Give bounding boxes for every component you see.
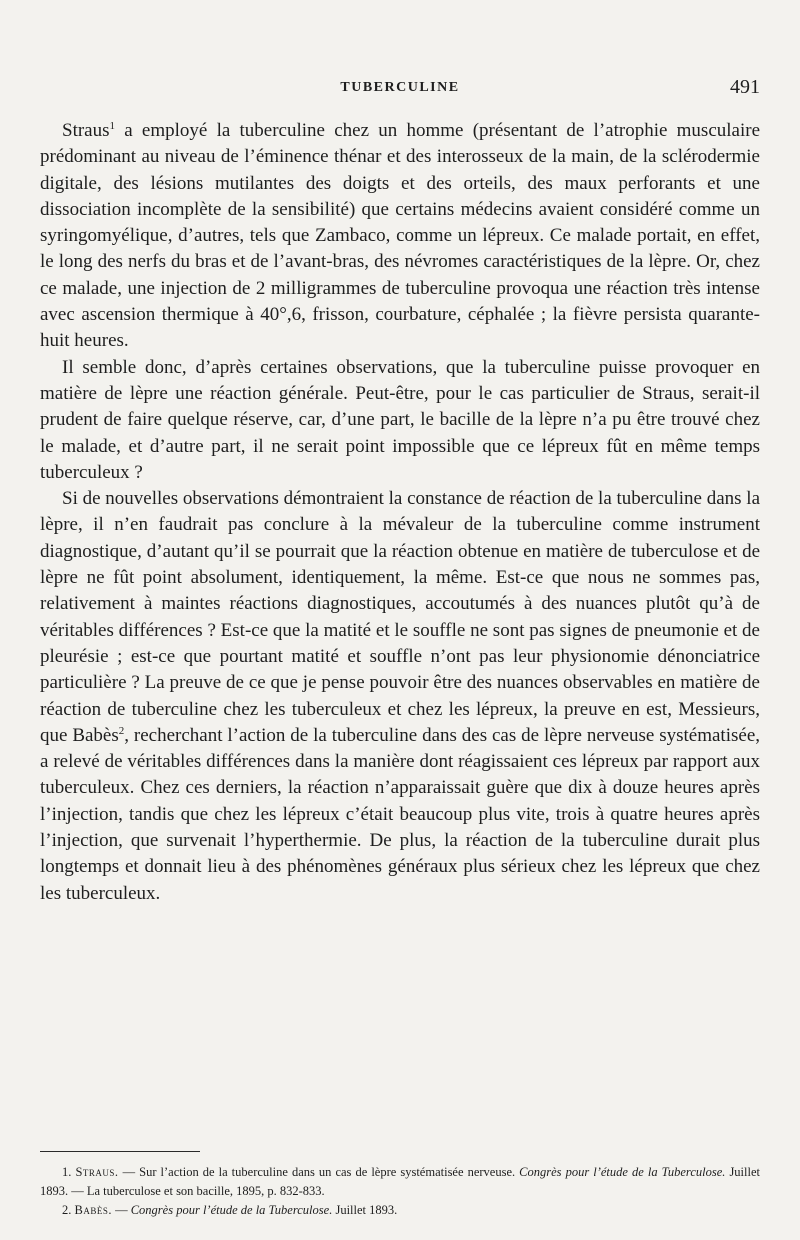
footnote-2-title: Congrès pour l’étude de la Tuberculose.	[130, 1203, 333, 1217]
footnote-1	[40, 1163, 760, 1201]
running-title: TUBERCULINE	[340, 80, 460, 95]
footnote-1-number: 1.	[62, 1165, 72, 1179]
paragraph-3	[40, 486, 760, 907]
footnote-2-author: Babès.	[74, 1203, 112, 1217]
footnote-1-text: — Sur l’action de la tuberculine dans un cas de lèpre systématisée nerveuse.	[118, 1165, 520, 1179]
running-head	[40, 76, 760, 102]
footnotes	[40, 1163, 760, 1220]
footnote-2-text: —	[111, 1203, 131, 1217]
book-page	[40, 0, 760, 1240]
footnote-1-tail: Juillet 1893. — La tuberculose et son bacille, 1895, p. 832-833.	[40, 1165, 760, 1198]
footnote-2-tail: Juillet 1893.	[332, 1203, 398, 1217]
footnote-rule	[40, 1151, 200, 1152]
footnote-ref-2: 2	[118, 724, 125, 737]
paragraph-3-text: Si de nouvelles observations démontraient la constance de réaction de la tuberculine dans la lèpre, il n’en faudrait pas conclure à la mévaleur de la tuberculine comme instrument diagnostique, d’autant qu’il se pourrait que la réaction obtenue en matière de tuberculose et de lèpre ne fût point absolument, identiquement, la même. Est-ce que nous ne sommes pas, relativement à maintes réactions diagnostiques, accoutumés à des nuances plutôt qu’à de véritables différences ? Est-ce que la matité et le souffle ne sont pas signes de pneumonie et de pleurésie ; est-ce que pourtant matité et souffle n’ont pas leur physionomie dénonciatrice particulière ? La preuve de ce que je pense pouvoir être des nuances observables en matière de réaction de tuberculine chez les tuberculeux et chez les lépreux, la preuve en est, Messieurs, que Babès	[40, 488, 761, 746]
footnote-2-number: 2.	[62, 1203, 72, 1217]
paragraph-1	[40, 118, 760, 355]
footnote-2	[40, 1201, 760, 1220]
footnote-1-author: Straus.	[75, 1165, 119, 1179]
paragraph-1-text: a employé la tuberculine chez un homme (présentant de l’atrophie musculaire prédominant au niveau de l’éminence thénar et des interosseux de la main, de la sclérodermie digitale, des lésions mutilantes des doigts et des orteils, des maux perforants et une dissociation incomplète de la sensibilité) que certains médecins avaient considéré comme un syringomyélique, d’autres, tels que Zambaco, comme un lépreux. Ce malade portait, en effet, le long des nerfs du bras et de l’avant-bras, des névromes caractéristiques de la lèpre. Or, chez ce malade, une injection de 2 milligrammes de tuberculine provoqua une réaction très intense avec ascension thermique à 40°,6, frisson, courbature, céphalée ; la fièvre persista quarante-huit heures.	[40, 120, 760, 352]
paragraph-2: Il semble donc, d’après certaines observations, que la tuberculine puisse provoquer en matière de lèpre une réaction générale. Peut-être, pour le cas particulier de Straus, serait-il prudent de faire quelque réserve, car, d’une part, le bacille de la lèpre n’a pu être trouvé chez le malade, et d’autre part, il ne serait point impossible que ce lépreux fût en même temps tuberculeux ?	[40, 356, 760, 483]
paragraph-3-tail: , recherchant l’action de la tuberculine dans des cas de lèpre nerveuse systématisée, a relevé de véritables différences dans la manière dont réagissaient ces lépreux par rapport aux tuberculeux. Chez ces derniers, la réaction n’apparaissait guère que dix à douze heures après l’injection, tandis que chez les lépreux c’était beaucoup plus vite, trois à quatre heures après l’injection, que survenait l’hyperthermie. De plus, la réaction de la tuberculine durait plus longtemps et donnait lieu à des phénomènes généraux plus sérieux chez les lépreux que chez les tuberculeux.	[40, 724, 761, 904]
footnote-1-title: Congrès pour l’étude de la Tuberculose.	[519, 1165, 726, 1179]
paragraph-1-lead: Straus	[62, 120, 110, 141]
page-number: 491	[730, 76, 760, 98]
footnote-ref-1: 1	[109, 120, 115, 132]
body-text	[40, 118, 760, 907]
